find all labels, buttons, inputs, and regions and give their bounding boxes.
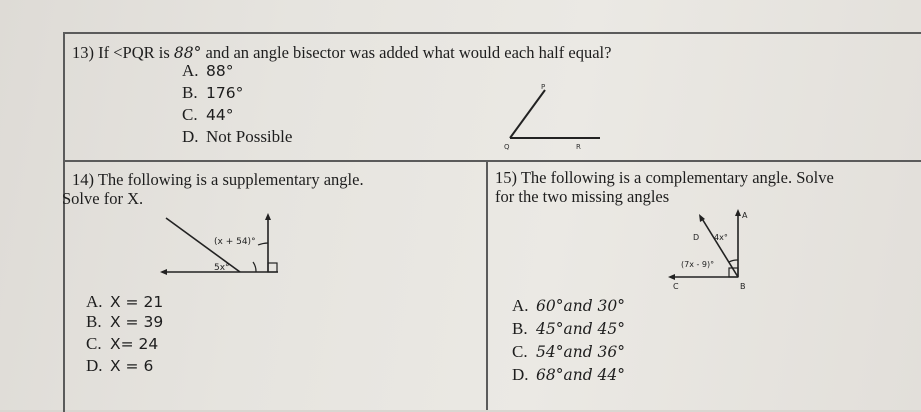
choice-letter: D.	[512, 365, 529, 384]
choice-value: X = 21	[110, 293, 164, 311]
choice-letter: D.	[182, 127, 199, 146]
choice-letter: D.	[86, 356, 103, 375]
choice-letter: B.	[512, 319, 528, 338]
q13-prompt-angle: 88°	[173, 44, 202, 62]
q15-choice-c[interactable]	[512, 343, 625, 361]
q15-line2: for the two missing angles	[495, 187, 670, 206]
point-a-label: A	[742, 211, 748, 220]
choice-value: 44°	[206, 106, 234, 124]
choice-letter: A.	[512, 296, 529, 315]
q13-choice-d[interactable]	[182, 128, 292, 146]
q14-choice-c[interactable]	[86, 335, 158, 353]
q13-prompt-pre: 13) If <PQR is	[72, 43, 174, 62]
choice-value: 176°	[206, 84, 244, 102]
choice-value: 68°and 44°	[536, 366, 626, 384]
choice-letter: C.	[182, 105, 198, 124]
q15-choice-b[interactable]	[512, 320, 625, 338]
point-d-label: D	[693, 233, 700, 242]
choice-value: X= 24	[110, 335, 159, 353]
choice-value: 45°and 45°	[536, 320, 626, 338]
q13-angle-figure	[500, 80, 610, 158]
q14-choice-d[interactable]	[86, 357, 153, 375]
angle-arc	[729, 260, 738, 262]
q15-angle-figure	[665, 205, 765, 295]
q14-upper-angle-label: (x + 54)°	[214, 237, 256, 247]
choice-letter: A.	[182, 61, 199, 80]
angle-arc-upper	[258, 243, 268, 245]
q14-angle-figure	[158, 210, 288, 288]
ray-qp	[510, 90, 545, 138]
arrowhead-up-icon	[735, 209, 741, 216]
choice-value: X = 6	[110, 357, 154, 375]
point-r-label: R	[576, 143, 581, 151]
q15-choice-d[interactable]	[512, 366, 625, 384]
choice-value: X = 39	[110, 313, 164, 331]
choice-value: 88°	[206, 62, 234, 80]
row-divider	[63, 160, 921, 162]
q15-choice-a[interactable]	[512, 297, 625, 315]
choice-value: 54°and 36°	[536, 343, 626, 361]
q15-lower-angle-label: (7x - 9)°	[681, 260, 715, 269]
arrowhead-left-icon	[160, 269, 167, 275]
q13-choice-c[interactable]	[182, 106, 233, 124]
point-c-label: C	[673, 282, 679, 291]
q15-upper-angle-label: 4x°	[714, 233, 728, 242]
q14-line1: 14) The following is a supplementary angle.	[72, 170, 364, 189]
point-p-label: P	[541, 83, 546, 91]
q14-choice-a[interactable]	[86, 293, 163, 311]
arrowhead-up-icon	[265, 213, 271, 220]
q13-prompt	[72, 44, 611, 62]
q14-lower-angle-label: 5x°	[214, 263, 230, 273]
choice-value: 60°and 30°	[536, 297, 626, 315]
choice-letter: A.	[86, 292, 103, 311]
q13-choice-b[interactable]	[182, 84, 243, 102]
angle-arc	[253, 262, 256, 272]
choice-letter: B.	[86, 312, 102, 331]
point-q-label: Q	[504, 143, 510, 151]
q13-choice-a[interactable]	[182, 62, 233, 80]
choice-letter: C.	[512, 342, 528, 361]
q14-choice-b[interactable]	[86, 313, 163, 331]
choice-value: Not Possible	[206, 127, 293, 146]
arrowhead-left-icon	[668, 274, 675, 280]
right-angle-marker	[268, 263, 277, 272]
choice-letter: C.	[86, 334, 102, 353]
choice-letter: B.	[182, 83, 198, 102]
point-b-label: B	[740, 282, 746, 291]
q15-line1: 15) The following is a complementary angle. Solve	[495, 168, 834, 187]
q13-prompt-post: and an angle bisector was added what would each half equal?	[201, 43, 612, 62]
column-divider	[486, 160, 488, 410]
q14-line2: Solve for X.	[62, 189, 144, 208]
